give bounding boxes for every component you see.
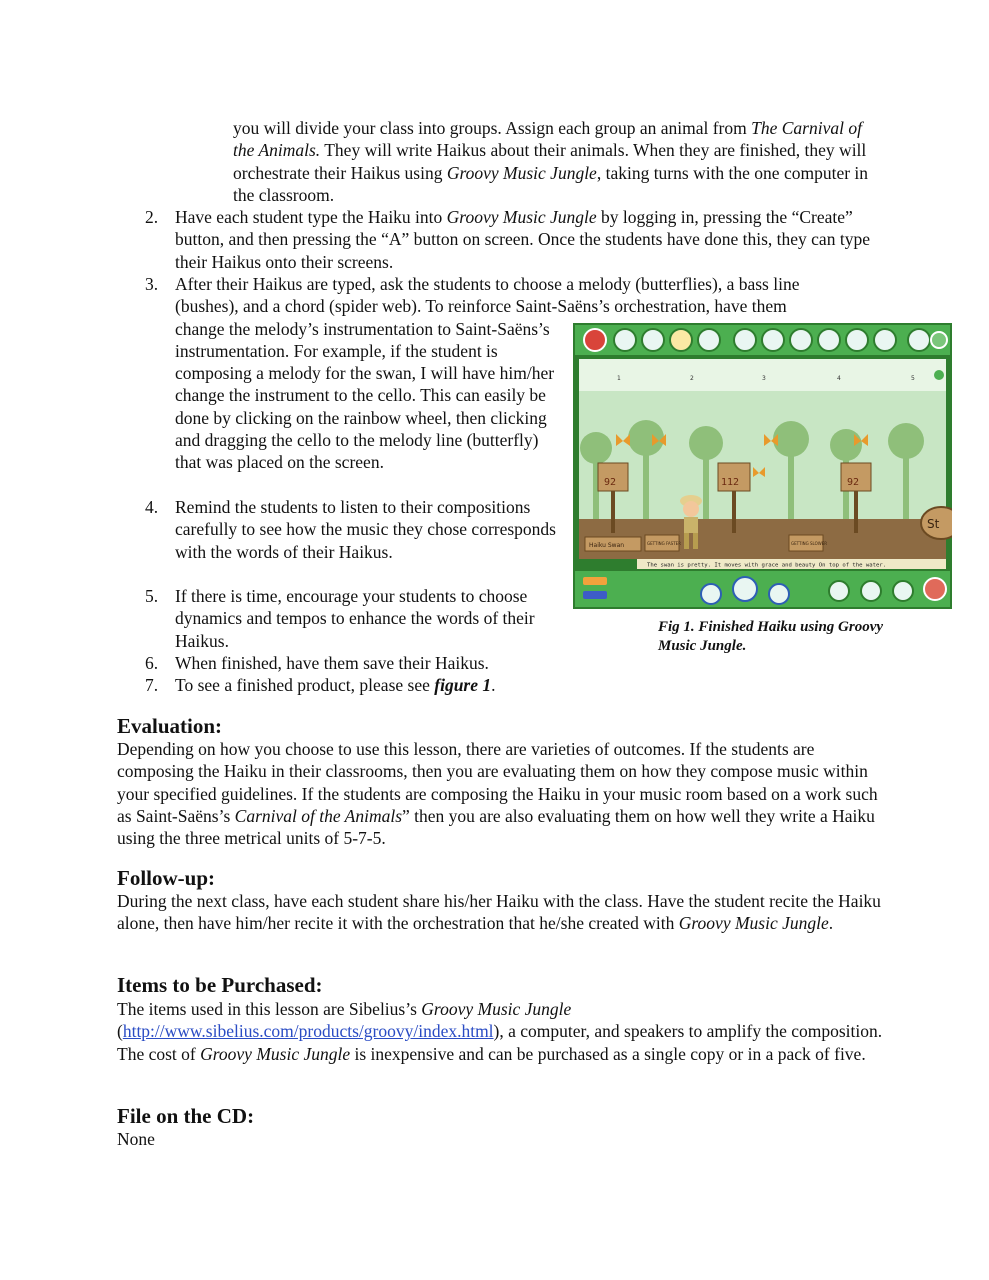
ruler-mark: 1 [617,375,621,382]
label-sign [585,537,641,551]
evaluation-heading: Evaluation: [117,714,223,738]
menu-button-icon[interactable] [584,329,606,351]
figure-caption: Fig 1. Finished Haiku using Groovy Music Jungle. [658,619,884,654]
svg-text:92: 92 [847,477,860,488]
followup-paragraph: During the next class, have each student share his/her Haiku with the class. Have the student recite the Haiku alone, then have him/her recite it with the orchestration that he/she created with Groovy Music Jungle. [117,891,881,934]
ruler-mark: 5 [911,375,915,382]
svg-text:GETTING SLOWER: GETTING SLOWER [791,541,828,546]
svg-text:112: 112 [721,477,740,488]
exit-button-icon[interactable] [931,332,947,348]
svg-text:GETTING FASTER: GETTING FASTER [647,541,681,546]
step-1-continuation: you will divide your class into groups. Assign each group an animal from The Carnival of the Animals. They will write Haikus about their animals. When they are finished, they will orchestrate their Haikus using Groovy Music Jungle, taking turns with the one computer in the classroom. [233,118,869,205]
svg-text:St: St [927,517,940,531]
file-text: None [117,1129,155,1149]
tool-button-icon[interactable] [818,329,840,351]
haiku-text: The swan is pretty. It moves with grace and beauty On top of the water. [647,562,887,569]
file-heading: File on the CD: [117,1104,255,1128]
play-arrow-icon[interactable] [934,370,944,380]
followup-heading: Follow-up: [117,866,216,890]
ruler-mark: 2 [690,375,694,382]
tool-button-icon[interactable] [642,329,664,351]
svg-text:92: 92 [604,477,617,488]
groovy-music-jungle-screenshot [573,323,952,609]
play-button-icon[interactable] [769,584,789,604]
plant-tool-icon[interactable] [734,329,756,351]
tool-button-icon[interactable] [874,329,896,351]
ruler-mark: 3 [762,375,766,382]
tool-button-icon[interactable] [893,581,913,601]
label-sign [789,535,827,551]
butterfly-blue-icon[interactable] [762,329,784,351]
list-item-5: 5. If there is time, encourage your students to choose dynamics and tempos to enhance the words of their Haikus. [145,586,535,651]
svg-text:Haiku Swan: Haiku Swan [589,542,625,549]
tool-button-icon[interactable] [908,329,930,351]
list-item-3: 3. After their Haikus are typed, ask the students to choose a melody (butterflies), a bass line (bushes), and a chord (spider web). To reinforce Saint-Saëns’s orchestration, have them change the melody’s instrumentation to Saint-Saëns’s instrumentation. For example, if the student is composing a melody for the swan, I will have him/her change the instrument to the cello. This can easily be done by clicking on the rainbow wheel, then clicking and dragging the cello to the melody line (butterfly) that was placed on the screen. [145,274,800,473]
evaluation-paragraph: Depending on how you choose to use this lesson, there are varieties of outcomes. If the students are composing the Haiku in their classrooms, then you are evaluating them on how they compose music within your specified guidelines. If the students are composing the Haiku in your music room based on a work such as Saint-Saëns’s Carnival of the Animals” then you are also evaluating them on how well they write a Haiku using the three metrical units of 5-7-5. [117,739,878,849]
rainbow-wheel-icon[interactable] [924,578,946,600]
list-item-7: 7. To see a finished product, please see figure 1. [145,675,496,695]
control-button[interactable] [583,591,607,599]
tool-button-icon[interactable] [829,581,849,601]
label-sign [645,535,681,551]
sibelius-link[interactable]: http://www.sibelius.com/products/groovy/index.html [122,1021,494,1042]
items-heading: Items to be Purchased: [117,973,323,997]
tool-button-icon[interactable] [614,329,636,351]
stop-sign [921,507,952,539]
ruler-mark: 4 [837,375,841,382]
butterfly-tool-icon[interactable] [670,329,692,351]
list-item-6: 6. When finished, have them save their Haikus. [145,653,489,673]
control-button[interactable] [583,577,607,585]
list-item-4: 4. Remind the students to listen to their compositions carefully to see how the music they chose corresponds with the words of their Haikus. [145,497,556,562]
list-item-2: 2. Have each student type the Haiku into Groovy Music Jungle by logging in, pressing the “Create” button, and then pressing the “A” button on screen. Once the students have done this, they can type their Haikus onto their screens. [145,207,870,272]
tool-button-icon[interactable] [861,581,881,601]
tool-button-icon[interactable] [846,329,868,351]
stop-button-icon[interactable] [733,577,757,601]
items-paragraph: The items used in this lesson are Sibelius’s Groovy Music Jungle (http://www.sibelius.com/products/groovy/index.html), a computer, and speakers to amplify the composition. The cost of Groovy Music Jungle is inexpensive and can be purchased as a single copy or in a pack of five. [117,999,883,1064]
rewind-button-icon[interactable] [701,584,721,604]
tool-button-icon[interactable] [790,329,812,351]
bush-tool-icon[interactable] [698,329,720,351]
